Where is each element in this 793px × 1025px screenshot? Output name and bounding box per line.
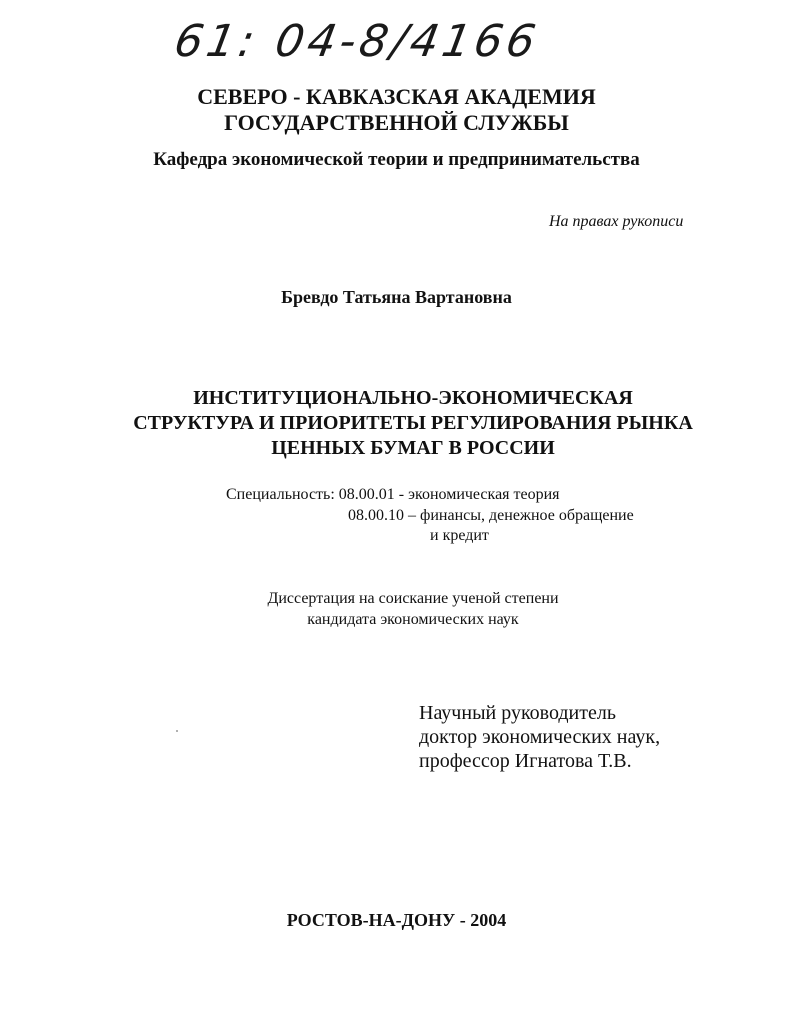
title-line-3: ЦЕННЫХ БУМАГ В РОССИИ — [271, 437, 555, 459]
specialty-line-1: Специальность: 08.00.01 - экономическая теория — [226, 486, 560, 503]
scan-speck — [176, 730, 178, 732]
title-line-1: ИНСТИТУЦИОНАЛЬНО-ЭКОНОМИЧЕСКАЯ — [193, 387, 633, 409]
city-and-year: РОСТОВ-НА-ДОНУ - 2004 — [286, 910, 507, 930]
department-name: Кафедра экономической теории и предпринимательства — [153, 149, 640, 170]
specialty-line-3: и кредит — [430, 527, 489, 544]
title-line-2: СТРУКТУРА И ПРИОРИТЕТЫ РЕГУЛИРОВАНИЯ РЫНКА — [133, 412, 693, 434]
dissertation-title — [108, 386, 718, 461]
scientific-advisor — [419, 701, 660, 773]
degree-line-1: Диссертация на соискание ученой степени — [267, 590, 559, 607]
institution-line-2: ГОСУДАРСТВЕННОЙ СЛУЖБЫ — [224, 110, 569, 135]
specialty-line-2: 08.00.10 – финансы, денежное обращение — [348, 507, 634, 524]
handwritten-registration-number: 61: 04-8/4166 — [170, 16, 544, 67]
dissertation-degree — [248, 588, 578, 630]
advisor-line-1: Научный руководитель — [419, 702, 616, 724]
advisor-line-2: доктор экономических наук, — [419, 726, 661, 748]
institution-line-1: СЕВЕРО - КАВКАЗСКАЯ АКАДЕМИЯ — [197, 84, 596, 109]
institution-name — [0, 84, 793, 136]
degree-line-2: кандидата экономических наук — [307, 611, 519, 628]
author-name: Бревдо Татьяна Вартановна — [281, 287, 512, 307]
advisor-line-3: профессор Игнатова Т.В. — [419, 750, 632, 772]
rights-note: На правах рукописи — [549, 213, 684, 230]
